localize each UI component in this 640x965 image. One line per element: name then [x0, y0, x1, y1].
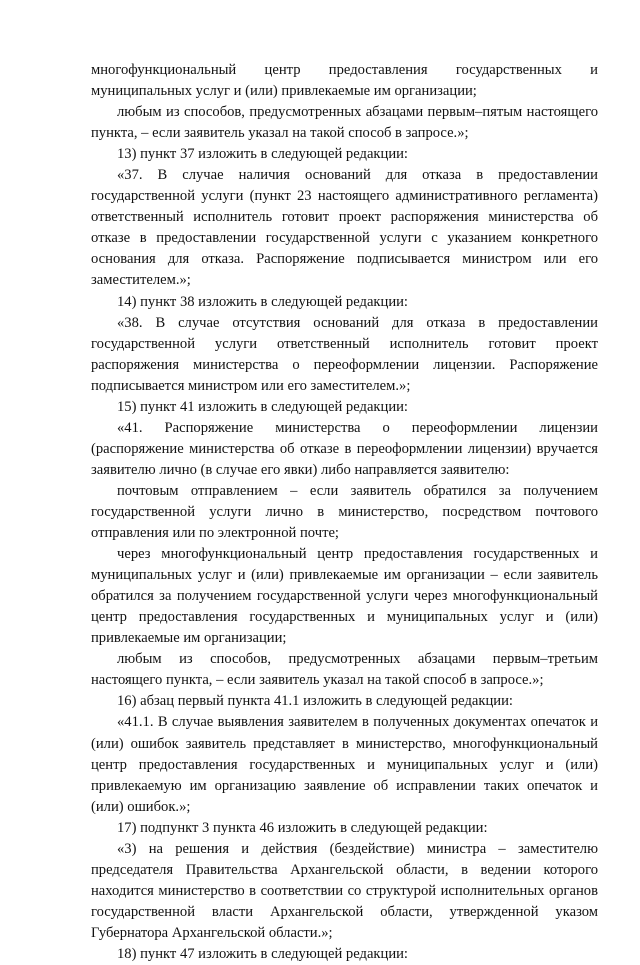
paragraph-any-method-1-5: любым из способов, предусмотренных абзацами первым–пятым настоящего пункта, – если заявитель указал на такой способ в запросе.»;	[91, 104, 598, 142]
paragraph-any-method-1-3: любым из способов, предусмотренных абзацами первым–третьим настоящего пункта, – если заявитель указал на такой способ в запросе.»;	[91, 651, 598, 689]
paragraph-clause-41-1: «41.1. В случае выявления заявителем в полученных документах опечаток и (или) ошибок заявитель представляет в министерство, многофункциональный центр предоставления государственных и муниципальных услуг и (или) привлекаемую им организацию заявление об исправлении таких опечаток и (или) ошибок.»;	[91, 714, 598, 815]
paragraph-mfc-continuation: многофункциональный центр предоставления государственных и муниципальных услуг и (или) привлекаемые им организации;	[91, 62, 598, 100]
document-body	[91, 60, 598, 965]
paragraph-item-13-heading: 13) пункт 37 изложить в следующей редакции:	[117, 146, 408, 163]
paragraph-mfc-delivery: через многофункциональный центр предоставления государственных и муниципальных услуг и (или) привлекаемые им организации – если заявитель обратился за получением государственной услуги через многофункциональный центр предоставления государственных и муниципальных услуг и (или) привлекаемые им организации;	[91, 546, 598, 647]
paragraph-item-15-heading: 15) пункт 41 изложить в следующей редакции:	[117, 398, 408, 415]
paragraph-item-17-heading: 17) подпункт 3 пункта 46 изложить в следующей редакции:	[117, 819, 488, 836]
paragraph-item-18-heading: 18) пункт 47 изложить в следующей редакции:	[117, 945, 408, 962]
paragraph-clause-38: «38. В случае отсутствия оснований для отказа в предоставлении государственной услуги ответственный исполнитель готовит проект распоряжения министерства о переоформлении лицензии. Распоряжение подписывается министром или его заместителем.»;	[91, 314, 598, 394]
paragraph-subclause-3: «3) на решения и действия (бездействие) министра – заместителю председателя Правительства Архангельской области, в ведении которого находится министерство в соответствии со структурой исполнительных органов государственной власти Архангельской области, утвержденной указом Губернатора Архангельской области.»;	[91, 840, 598, 941]
paragraph-clause-37: «37. В случае наличия оснований для отказа в предоставлении государственной услуги (пункт 23 настоящего административного регламента) ответственный исполнитель готовит проект распоряжения министерства об отказе в предоставлении государственной услуги с указанием конкретного основания для отказа. Распоряжение подписывается министром или его заместителем.»;	[91, 167, 598, 289]
paragraph-postal-delivery: почтовым отправлением – если заявитель обратился за получением государственной услуги лично в министерство, посредством почтового отправления или по электронной почте;	[91, 482, 598, 542]
paragraph-item-14-heading: 14) пункт 38 изложить в следующей редакции:	[117, 293, 408, 310]
paragraph-item-16-heading: 16) абзац первый пункта 41.1 изложить в следующей редакции:	[117, 693, 513, 710]
paragraph-clause-41: «41. Распоряжение министерства о переоформлении лицензии (распоряжение министерства об отказе в переоформлении лицензии) вручается заявителю лично (в случае его явки) либо направляется заявителю:	[91, 419, 598, 478]
